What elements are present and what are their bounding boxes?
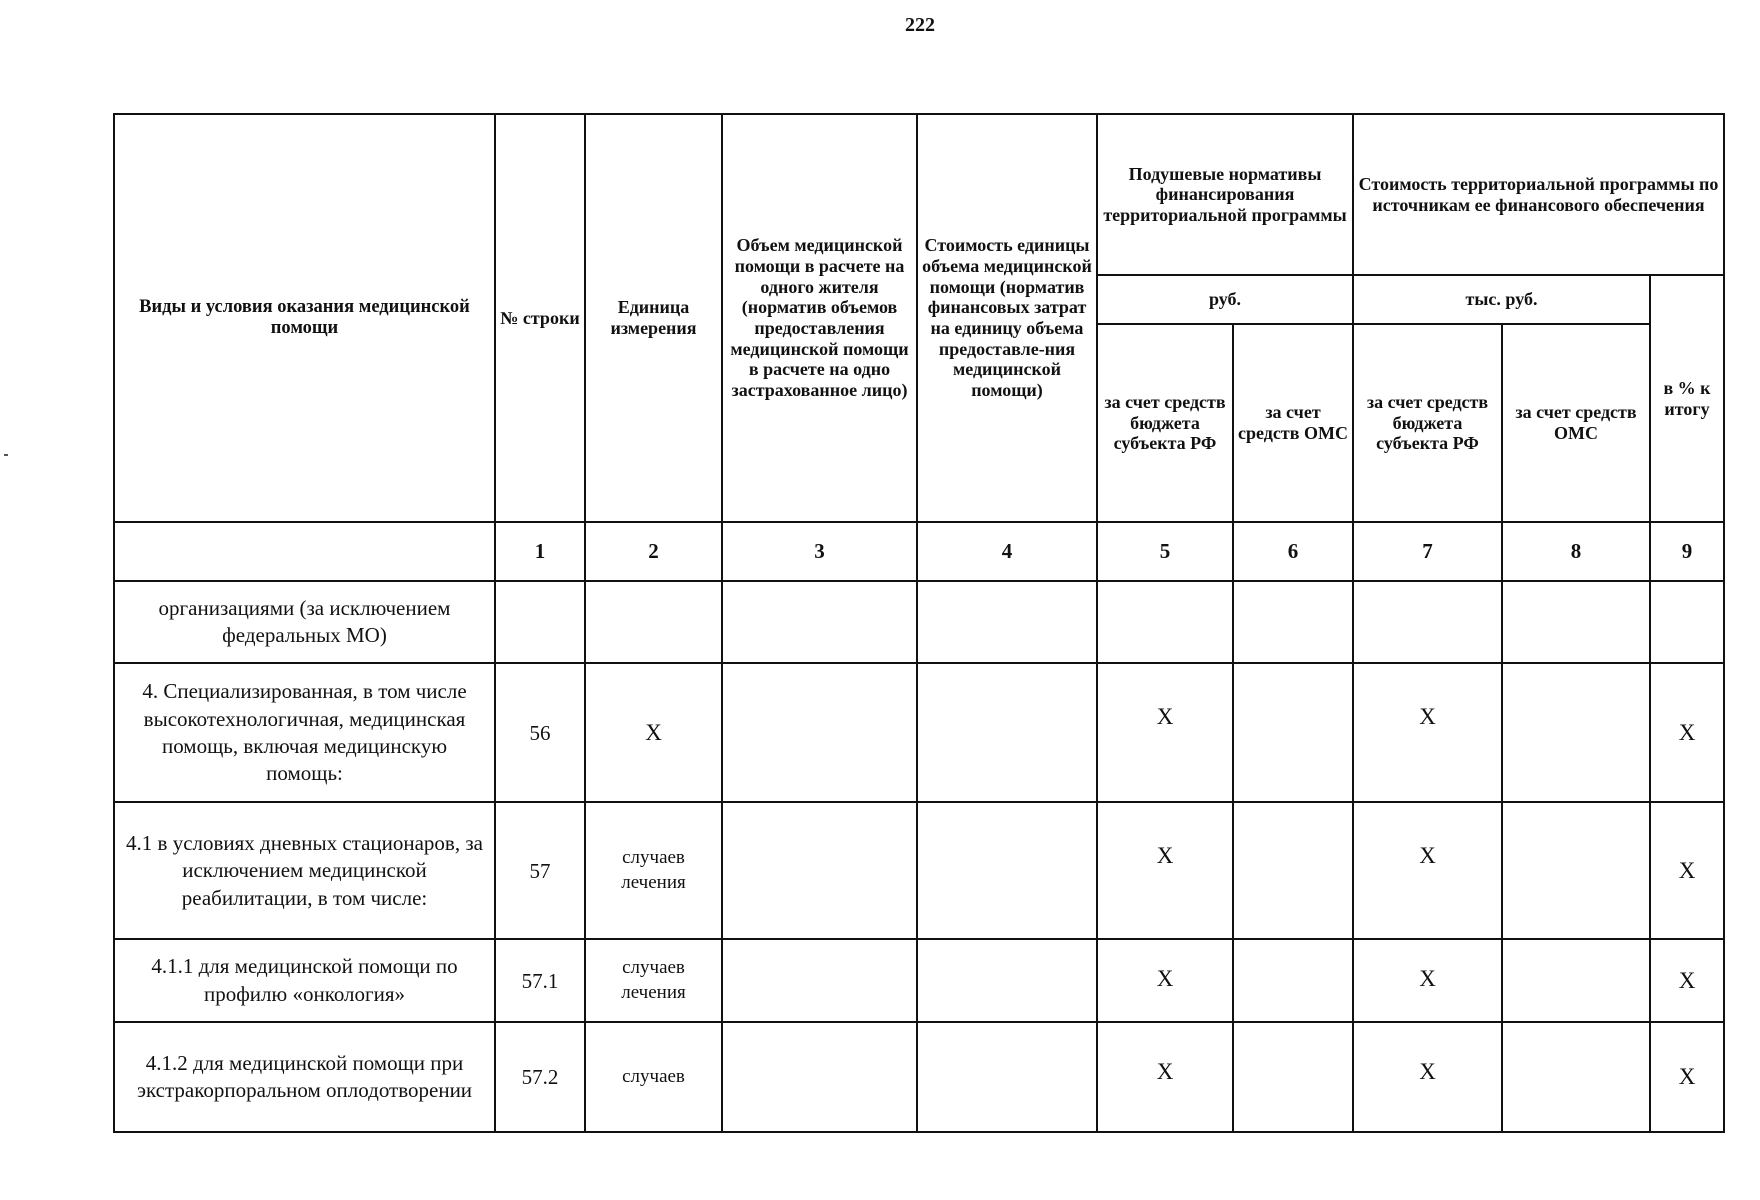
column-number-5: 5 — [1097, 522, 1233, 580]
row-col-9: X — [1650, 939, 1724, 1022]
row-col-3 — [722, 581, 917, 664]
financing-table — [113, 113, 1725, 1133]
row-col-3 — [722, 663, 917, 802]
column-number-4: 4 — [917, 522, 1097, 580]
column-number-9: 9 — [1650, 522, 1724, 580]
table-row — [114, 802, 1724, 939]
row-col-8 — [1502, 939, 1650, 1022]
row-col-3 — [722, 939, 917, 1022]
row-col-4 — [917, 581, 1097, 664]
row-unit — [585, 581, 722, 664]
row-col-9: X — [1650, 1022, 1724, 1132]
column-number-7: 7 — [1353, 522, 1502, 580]
column-number-6: 6 — [1233, 522, 1353, 580]
row-number: 56 — [495, 663, 585, 802]
row-col-7: X — [1353, 939, 1502, 1022]
table-row — [114, 1022, 1724, 1132]
header-budget-rf-5: за счет средств бюджета субъекта РФ — [1097, 324, 1233, 523]
row-col-4 — [917, 939, 1097, 1022]
row-col-9 — [1650, 581, 1724, 664]
header-unit-rub: руб. — [1097, 275, 1353, 323]
column-number-8: 8 — [1502, 522, 1650, 580]
row-unit: случаев лечения — [585, 939, 722, 1022]
row-col-3 — [722, 802, 917, 939]
row-unit: X — [585, 663, 722, 802]
row-number: 57.1 — [495, 939, 585, 1022]
column-number-row — [114, 522, 1724, 580]
row-col-3 — [722, 1022, 917, 1132]
row-col-4 — [917, 802, 1097, 939]
row-col-6 — [1233, 939, 1353, 1022]
table-row — [114, 581, 1724, 664]
row-name: 4.1.1 для медицинской помощи по профилю «онкология» — [114, 939, 495, 1022]
row-col-8 — [1502, 1022, 1650, 1132]
header-name: Виды и условия оказания медицинской помощи — [114, 114, 495, 522]
row-col-6 — [1233, 581, 1353, 664]
row-col-8 — [1502, 802, 1650, 939]
table-row — [114, 939, 1724, 1022]
header-unit: Единица измерения — [585, 114, 722, 522]
header-cost-unit: Стоимость единицы объема медицинской помощи (норматив финансовых затрат на единицу объема предоставле-ния медицинской помощи) — [917, 114, 1097, 522]
row-col-6 — [1233, 1022, 1353, 1132]
header-row-no: № строки — [495, 114, 585, 522]
row-col-8 — [1502, 581, 1650, 664]
row-col-6 — [1233, 802, 1353, 939]
page-number: 222 — [905, 14, 935, 36]
row-col-5: X — [1097, 939, 1233, 1022]
header-budget-rf-7: за счет средств бюджета субъекта РФ — [1353, 324, 1502, 523]
header-unit-thousand-rub: тыс. руб. — [1353, 275, 1650, 323]
header-percent: в % к итогу — [1650, 275, 1724, 522]
row-col-4 — [917, 1022, 1097, 1132]
row-col-7: X — [1353, 663, 1502, 802]
row-name: 4.1 в условиях дневных стационаров, за исключением медицинской реабилитации, в том числе: — [114, 802, 495, 939]
header-volume: Объем медицинской помощи в расчете на одного жителя (норматив объемов предоставления медицинской помощи в расчете на одно застрахованное лицо) — [722, 114, 917, 522]
header-program-cost: Стоимость территориальной программы по источникам ее финансового обеспечения — [1353, 114, 1724, 275]
row-name: 4. Специализированная, в том числе высокотехнологичная, медицинская помощь, включая медицинскую помощь: — [114, 663, 495, 802]
row-col-8 — [1502, 663, 1650, 802]
row-col-7: X — [1353, 802, 1502, 939]
column-number-3: 3 — [722, 522, 917, 580]
header-oms-8: за счет средств ОМС — [1502, 324, 1650, 523]
row-col-7: X — [1353, 1022, 1502, 1132]
row-col-9: X — [1650, 802, 1724, 939]
column-number-1: 1 — [495, 522, 585, 580]
row-name: 4.1.2 для медицинской помощи при экстракорпоральном оплодотворении — [114, 1022, 495, 1132]
row-col-4 — [917, 663, 1097, 802]
row-unit: случаев лечения — [585, 802, 722, 939]
row-col-7 — [1353, 581, 1502, 664]
row-unit: случаев — [585, 1022, 722, 1132]
column-number-0 — [114, 522, 495, 580]
header-oms-6: за счет средств ОМС — [1233, 324, 1353, 523]
header-row-1 — [114, 114, 1724, 275]
row-name: организациями (за исключением федеральных МО) — [114, 581, 495, 664]
row-col-5: X — [1097, 1022, 1233, 1132]
column-number-2: 2 — [585, 522, 722, 580]
scan-mark — [4, 454, 8, 456]
row-col-5: X — [1097, 663, 1233, 802]
row-col-9: X — [1650, 663, 1724, 802]
header-per-capita: Подушевые нормативы финансирования территориальной программы — [1097, 114, 1353, 275]
row-col-6 — [1233, 663, 1353, 802]
row-col-5 — [1097, 581, 1233, 664]
row-number: 57 — [495, 802, 585, 939]
table-row — [114, 663, 1724, 802]
row-number — [495, 581, 585, 664]
row-number: 57.2 — [495, 1022, 585, 1132]
row-col-5: X — [1097, 802, 1233, 939]
